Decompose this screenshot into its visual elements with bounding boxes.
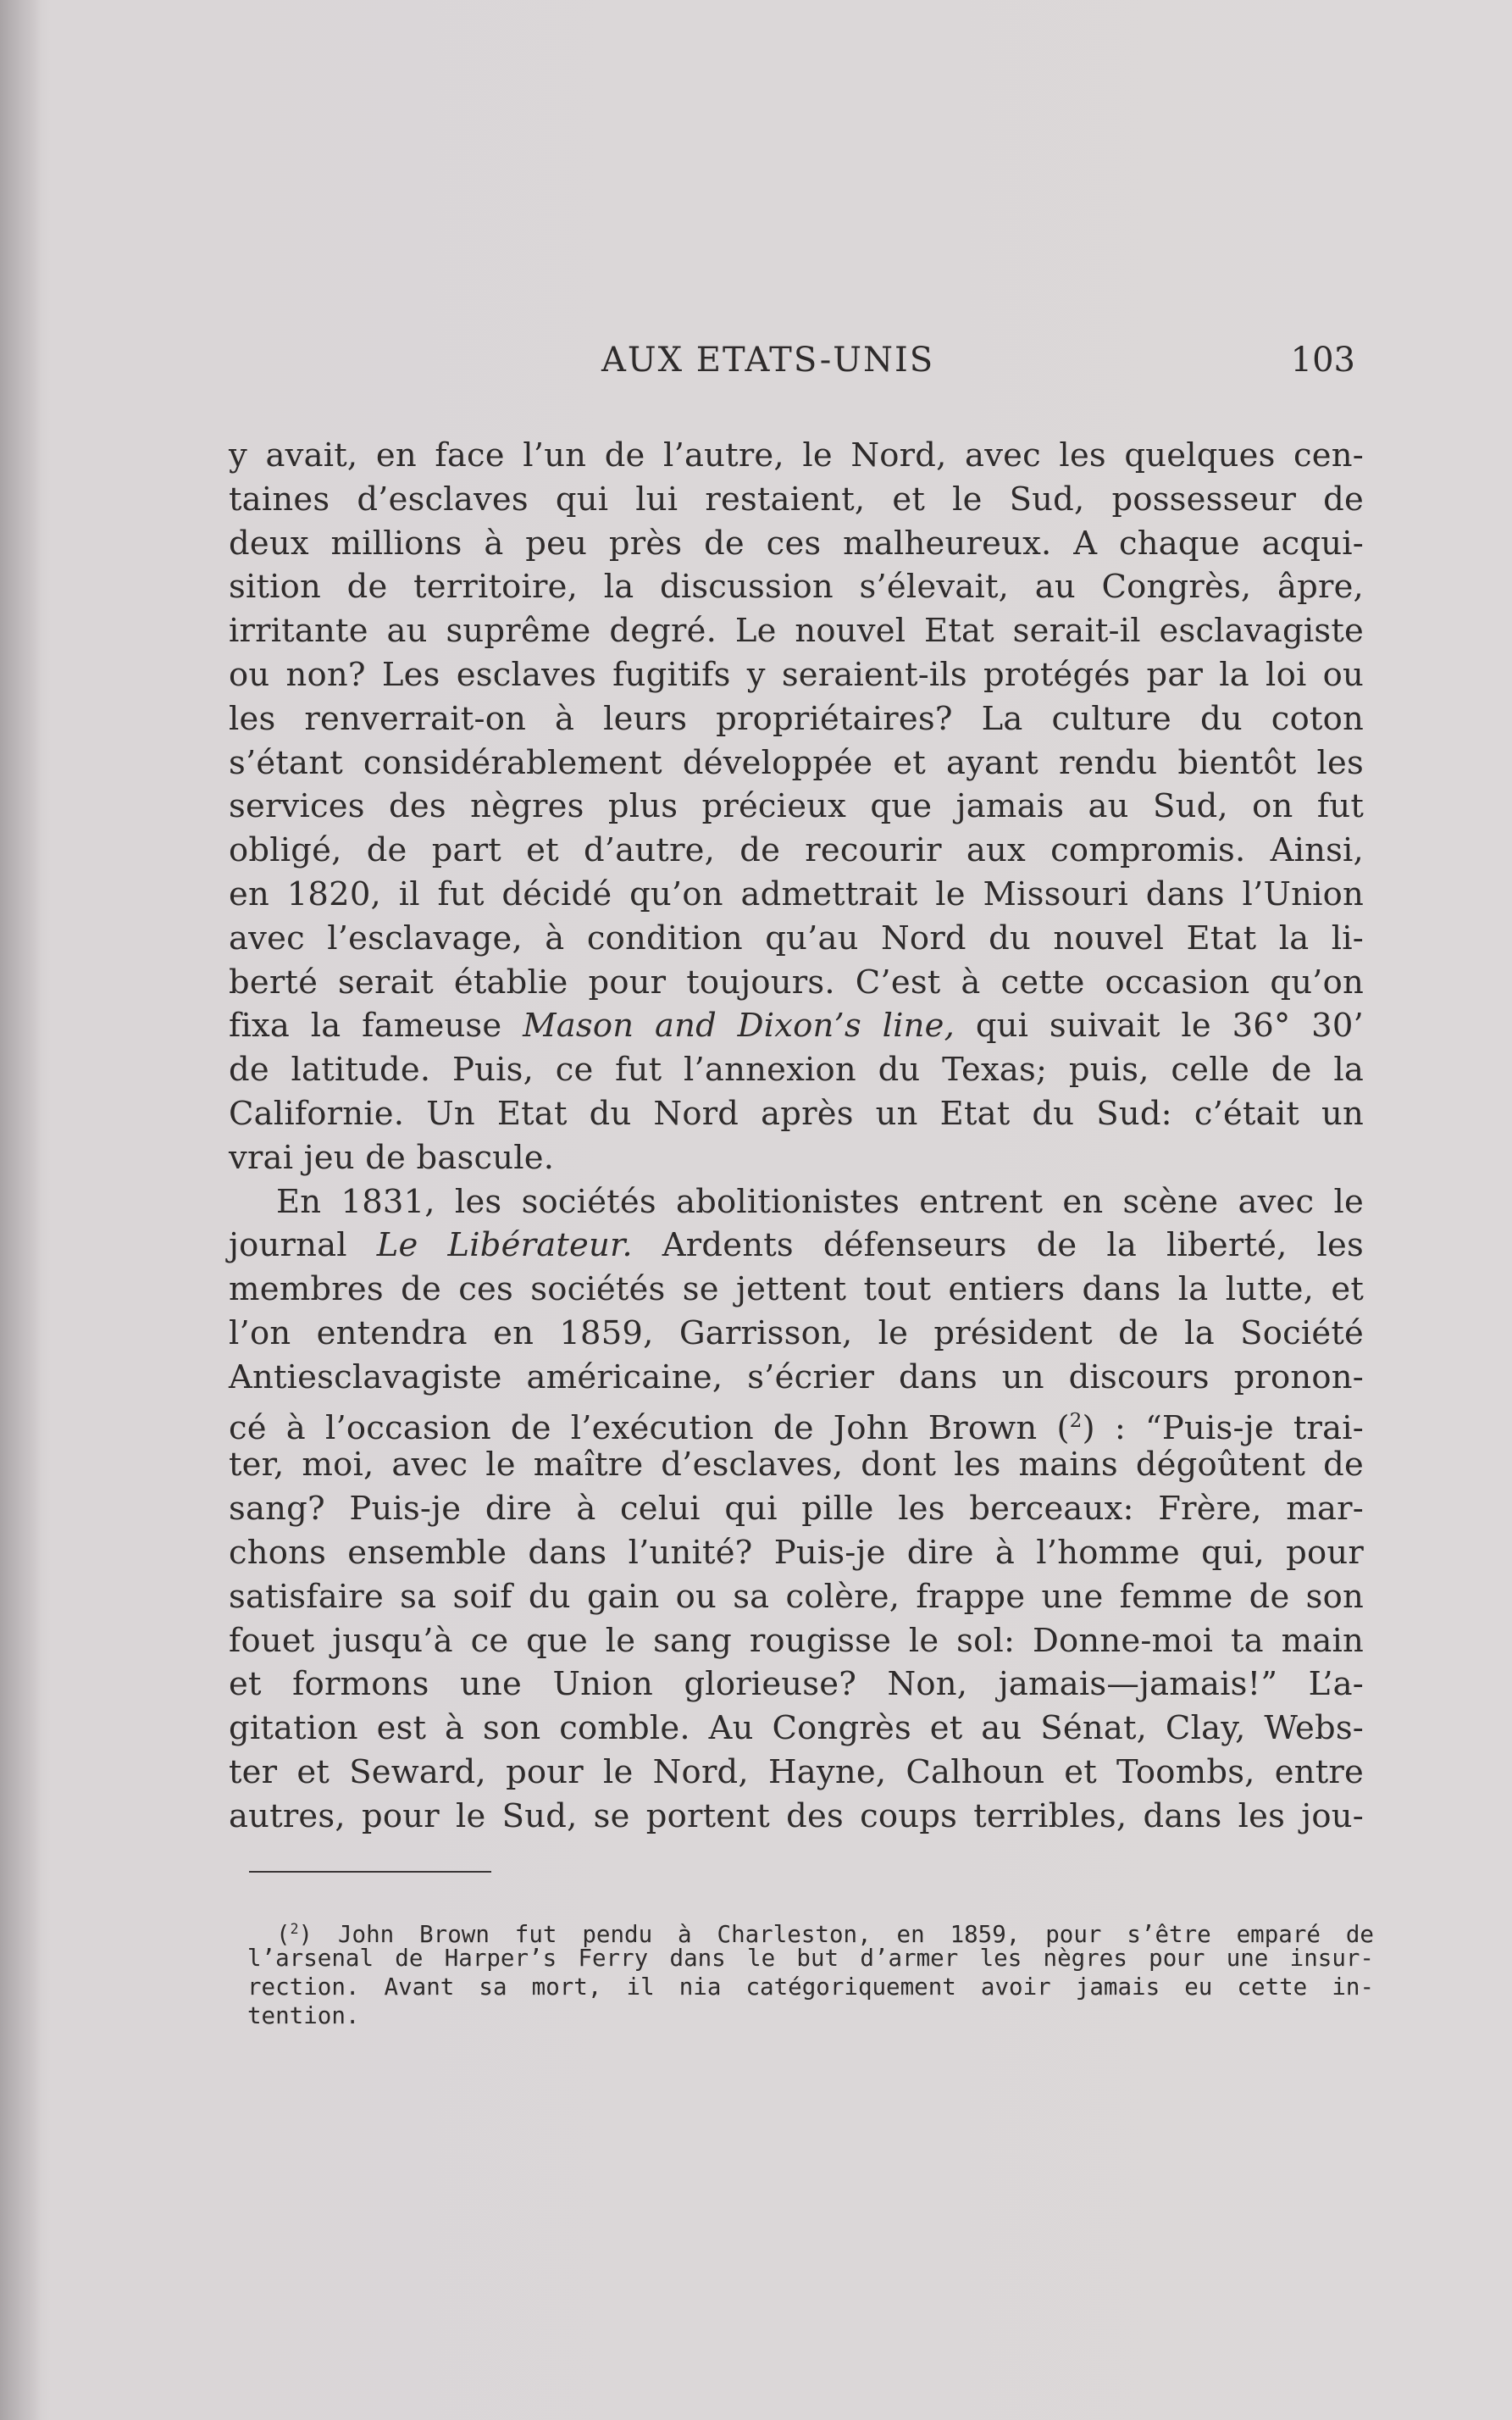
text-line: sition de territoire, la discussion s’élevait, au Congrès, âpre, xyxy=(229,568,1364,607)
text-line: ter et Seward, pour le Nord, Hayne, Calhoun et Toombs, entre xyxy=(229,1752,1364,1791)
text-run: fixa la fameuse xyxy=(229,1007,523,1046)
footnote-divider xyxy=(249,1871,491,1873)
text-line xyxy=(229,1004,1364,1048)
text-line: berté serait établie pour toujours. C’est à cette occasion qu’on xyxy=(229,963,1364,1002)
text-line: Antiesclavagiste américaine, s’écrier dans un discours pronon- xyxy=(229,1357,1364,1396)
footnote-line: l’arsenal de Harper’s Ferry dans le but d’armer les nègres pour une insur- xyxy=(247,1945,1374,1972)
text-line: irritante au suprême degré. Le nouvel Etat serait-il esclavagiste xyxy=(229,612,1364,651)
text-line: y avait, en face l’un de l’autre, le Nord, avec les quelques cen- xyxy=(229,436,1364,475)
text-line: s’étant considérablement développée et ayant rendu bientôt les xyxy=(229,743,1364,782)
text-line: de latitude. Puis, ce fut l’annexion du Texas; puis, celle de la xyxy=(229,1051,1364,1090)
footnote-line: tention. xyxy=(247,2002,360,2029)
text-line: les renverrait-on à leurs propriétaires? La culture du coton xyxy=(229,699,1364,738)
text-line: chons ensemble dans l’unité? Puis-je dire à l’homme qui, pour xyxy=(229,1533,1364,1572)
text-line: ou non? Les esclaves fugitifs y seraient-ils protégés par la loi ou xyxy=(229,655,1364,694)
text-line: fouet jusqu’à ce que le sang rougisse le sol: Donne-moi ta main xyxy=(229,1621,1364,1660)
italic-title: Le Libérateur. xyxy=(376,1226,633,1265)
text-line: et formons une Union glorieuse? Non, jamais—jamais!” L’a- xyxy=(229,1665,1364,1704)
page-header xyxy=(229,341,1355,391)
text-run: qui suivait le 36° 30’ xyxy=(955,1007,1364,1046)
text-line: sang? Puis-je dire à celui qui pille les berceaux: Frère, mar- xyxy=(229,1490,1364,1529)
text-line: satisfaire sa soif du gain ou sa colère, frappe une femme de son xyxy=(229,1577,1364,1616)
footnote xyxy=(247,1915,1374,2030)
text-line: en 1820, il fut décidé qu’on admettrait le Missouri dans l’Union xyxy=(229,874,1364,913)
text-line: vrai jeu de bascule. xyxy=(229,1138,555,1177)
text-line: En 1831, les sociétés abolitionistes entrent en scène avec le xyxy=(276,1182,1364,1221)
text-line xyxy=(229,1400,1364,1447)
footnote-reference: 2 xyxy=(1069,1409,1083,1432)
footnote-line: rection. Avant sa mort, il nia catégoriquement avoir jamais eu cette in- xyxy=(247,1973,1374,2001)
text-run: journal xyxy=(229,1226,377,1265)
text-line: taines d’esclaves qui lui restaient, et le Sud, possesseur de xyxy=(229,480,1364,519)
footnote-line: ($^2$) John Brown fut pendu à Charleston, en 1859, pour s’être emparé de xyxy=(276,1921,1374,1949)
text-run: ) : “Puis-je trai- xyxy=(1082,1408,1364,1447)
text-line: obligé, de part et d’autre, de recourir aux compromis. Ainsi, xyxy=(229,831,1364,870)
text-line: deux millions à peu près de ces malheureux. A chaque acqui- xyxy=(229,524,1364,563)
text-line: gitation est à son comble. Au Congrès et au Sénat, Clay, Webs- xyxy=(229,1709,1364,1748)
text-line xyxy=(229,1224,1364,1268)
body-text xyxy=(229,434,1364,1839)
text-run: John Brown fut pendu à Charleston, en 1859, pour s’être emparé de xyxy=(337,1921,1374,1949)
text-line: membres de ces sociétés se jettent tout entiers dans la lutte, et xyxy=(229,1270,1364,1309)
text-run: cé à l’occasion de l’exécution de John Brown ( xyxy=(229,1408,1070,1447)
running-head: AUX ETATS-UNIS xyxy=(601,341,935,380)
text-line: autres, pour le Sud, se portent des coups terribles, dans les jou- xyxy=(229,1796,1364,1835)
text-line: ter, moi, avec le maître d’esclaves, dont les mains dégoûtent de xyxy=(229,1446,1364,1485)
text-line: services des nègres plus précieux que jamais au Sud, on fut xyxy=(229,787,1364,826)
italic-title: Mason and Dixon’s line, xyxy=(523,1007,955,1046)
page-gutter xyxy=(0,0,41,2420)
footnote-marker: 2 xyxy=(290,1921,299,1937)
text-line: l’on entendra en 1859, Garrisson, le président de la Société xyxy=(229,1313,1364,1352)
text-line: avec l’esclavage, à condition qu’au Nord du nouvel Etat la li- xyxy=(229,919,1364,957)
text-line: Californie. Un Etat du Nord après un Etat du Sud: c’était un xyxy=(229,1094,1364,1133)
page-number: 103 xyxy=(1290,341,1355,380)
text-run: Ardents défenseurs de la liberté, les xyxy=(632,1226,1365,1265)
